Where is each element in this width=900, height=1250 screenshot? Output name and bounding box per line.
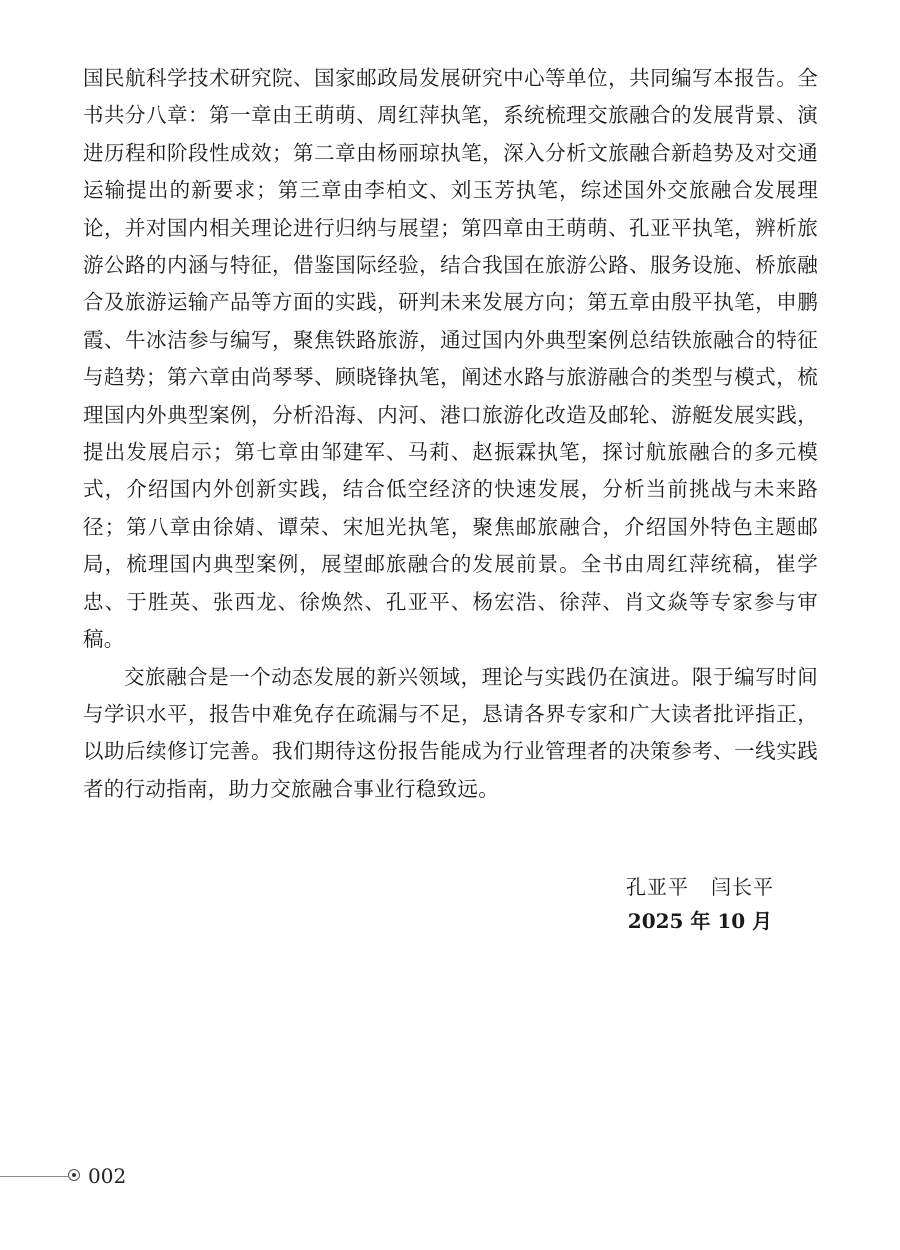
author-name: 孔亚平 [626,875,689,899]
signature-block [600,870,800,938]
page-number: 002 [88,1164,127,1188]
signature-date: 2025 年 10 月 [627,909,773,933]
author-name: 闫长平 [711,875,774,899]
paragraph-chapter-overview: 国民航科学技术研究院、国家邮政局发展研究中心等单位，共同编写本报告。全书共分八章：第一章由王萌萌、周红萍执笔，系统梳理交旅融合的发展背景、演进历程和阶段性成效；第二章由杨丽琼执笔，深入分析文旅融合新趋势及对交通运输提出的新要求；第三章由李柏文、刘玉芳执笔，综述国外交旅融合发展理论，并对国内相关理论进行归纳与展望；第四章由王萌萌、孔亚平执笔，辨析旅游公路的内涵与特征，借鉴国际经验，结合我国在旅游公路、服务设施、桥旅融合及旅游运输产品等方面的实践，研判未来发展方向；第五章由殷平执笔，申鹏霞、牛冰洁参与编写，聚焦铁路旅游，通过国内外典型案例总结铁旅融合的特征与趋势；第六章由尚琴琴、顾晓锋执笔，阐述水路与旅游融合的类型与模式，梳理国内外典型案例，分析沿海、内河、港口旅游化改造及邮轮、游艇发展实践，提出发展启示；第七章由邹建军、马莉、赵振霖执笔，探讨航旅融合的多元模式，介绍国内外创新实践，结合低空经济的快速发展，分析当前挑战与未来路径；第八章由徐婧、谭荣、宋旭光执笔，聚焦邮旅融合，介绍国外特色主题邮局，梳理国内典型案例，展望邮旅融合的发展前景。全书由周红萍统稿，崔学忠、于胜英、张西龙、徐焕然、孔亚平、杨宏浩、徐萍、肖文焱等专家参与审稿。 [83,66,818,652]
paragraph-closing-remarks: 交旅融合是一个动态发展的新兴领域，理论与实践仍在演进。限于编写时间与学识水平，报告中难免存在疏漏与不足，恳请各界专家和广大读者批评指正，以助后续修订完善。我们期待这份报告能成为行业管理者的决策参考、一线实践者的行动指南，助力交旅融合事业行稳致远。 [83,664,818,801]
page-footer [0,1162,200,1192]
footer-bullet-icon [68,1169,80,1181]
body-text [83,60,818,808]
footer-rule [0,1176,68,1177]
signature-authors [600,870,800,904]
